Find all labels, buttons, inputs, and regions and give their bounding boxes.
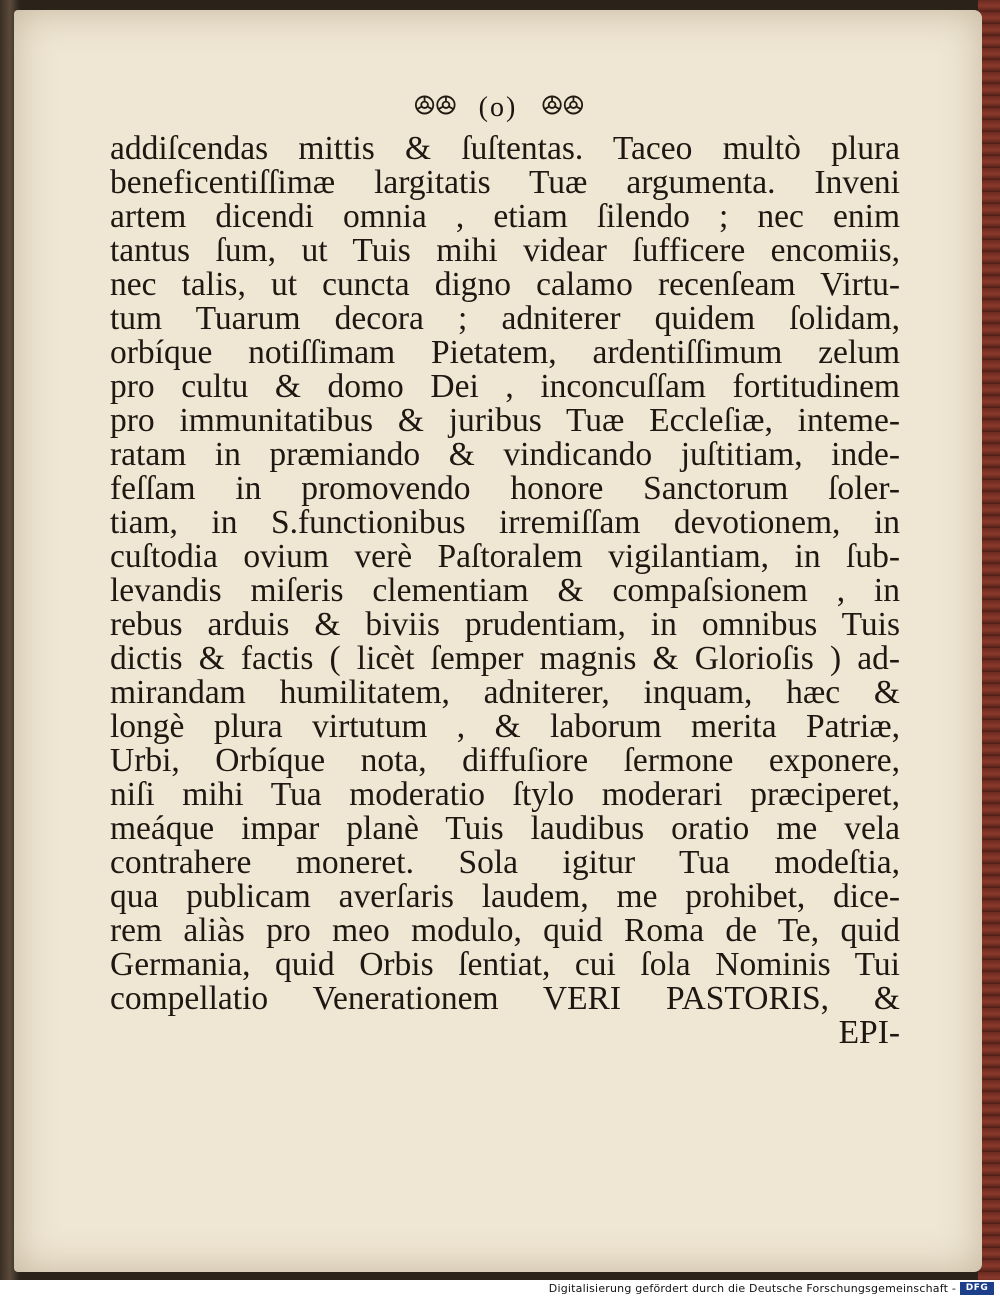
text-line: meáque impar planè Tuis laudibus oratio me vela bbox=[110, 810, 900, 847]
text-line: feſſam in promovendo honore Sanctorum ſoler- bbox=[110, 470, 900, 507]
text-line: cuſtodia ovium verè Paſtoralem vigilantiam, in ſub- bbox=[110, 538, 900, 575]
text-line: Urbi, Orbíque nota, diffuſiore ſermone exponere, bbox=[110, 742, 900, 779]
text-line: rebus arduis & biviis prudentiam, in omnibus Tuis bbox=[110, 606, 900, 643]
text-line: beneficentiſſimæ largitatis Tuæ argumenta. Inveni bbox=[110, 164, 900, 201]
text-line: mirandam humilitatem, adniterer, inquam, hæc & bbox=[110, 674, 900, 711]
ornament-right-icon: ꔮꔮ bbox=[540, 90, 584, 123]
text-line: tiam, in S.functionibus irremiſſam devotionem, in bbox=[110, 504, 900, 541]
text-line: ratam in præmiando & vindicando juſtitiam, inde- bbox=[110, 436, 900, 473]
text-line: orbíque notiſſimam Pietatem, ardentiſſimum zelum bbox=[110, 334, 900, 371]
text-line: compellatio Venerationem VERI PASTORIS, & bbox=[110, 980, 900, 1017]
text-line: niſi mihi Tua moderatio ſtylo moderari præciperet, bbox=[110, 776, 900, 813]
text-line: nec talis, ut cuncta digno calamo recenſeam Virtu- bbox=[110, 266, 900, 303]
text-line: longè plura virtutum , & laborum merita Patriæ, bbox=[110, 708, 900, 745]
book-page bbox=[14, 10, 982, 1272]
text-line: qua publicam averſaris laudem, me prohibet, dice- bbox=[110, 878, 900, 915]
dfg-logo-icon[interactable]: DFG bbox=[960, 1282, 994, 1295]
ornament-left-icon: ꔮꔮ bbox=[412, 90, 456, 123]
text-line: tantus ſum, ut Tuis mihi videar ſufficere encomiis, bbox=[110, 232, 900, 269]
text-line: pro cultu & domo Dei , inconcuſſam fortitudinem bbox=[110, 368, 900, 405]
footer-bar bbox=[0, 1280, 1000, 1297]
text-line: Germania, quid Orbis ſentiat, cui ſola Nominis Tui bbox=[110, 946, 900, 983]
text-line: pro immunitatibus & juribus Tuæ Eccleſiæ, inteme- bbox=[110, 402, 900, 439]
text-line: tum Tuarum decora ; adniterer quidem ſolidam, bbox=[110, 300, 900, 337]
page-header bbox=[14, 90, 982, 124]
catchword: EPI- bbox=[838, 1014, 900, 1051]
text-line: artem dicendi omnia , etiam ſilendo ; nec enim bbox=[110, 198, 900, 235]
text-line: levandis miſeris clementiam & compaſsionem , in bbox=[110, 572, 900, 609]
body-text bbox=[110, 132, 900, 1050]
text-line: rem aliàs pro meo modulo, quid Roma de Te, quid bbox=[110, 912, 900, 949]
text-line: dictis & factis ( licèt ſemper magnis & Glorioſis ) ad- bbox=[110, 640, 900, 677]
page-number: (o) bbox=[478, 92, 518, 123]
footer-credit: Digitalisierung gefördert durch die Deutsche Forschungsgemeinschaft - bbox=[548, 1282, 956, 1295]
text-line: contrahere moneret. Sola igitur Tua modeſtia, bbox=[110, 844, 900, 881]
text-line: addiſcendas mittis & ſuſtentas. Taceo multò plura bbox=[110, 130, 900, 167]
